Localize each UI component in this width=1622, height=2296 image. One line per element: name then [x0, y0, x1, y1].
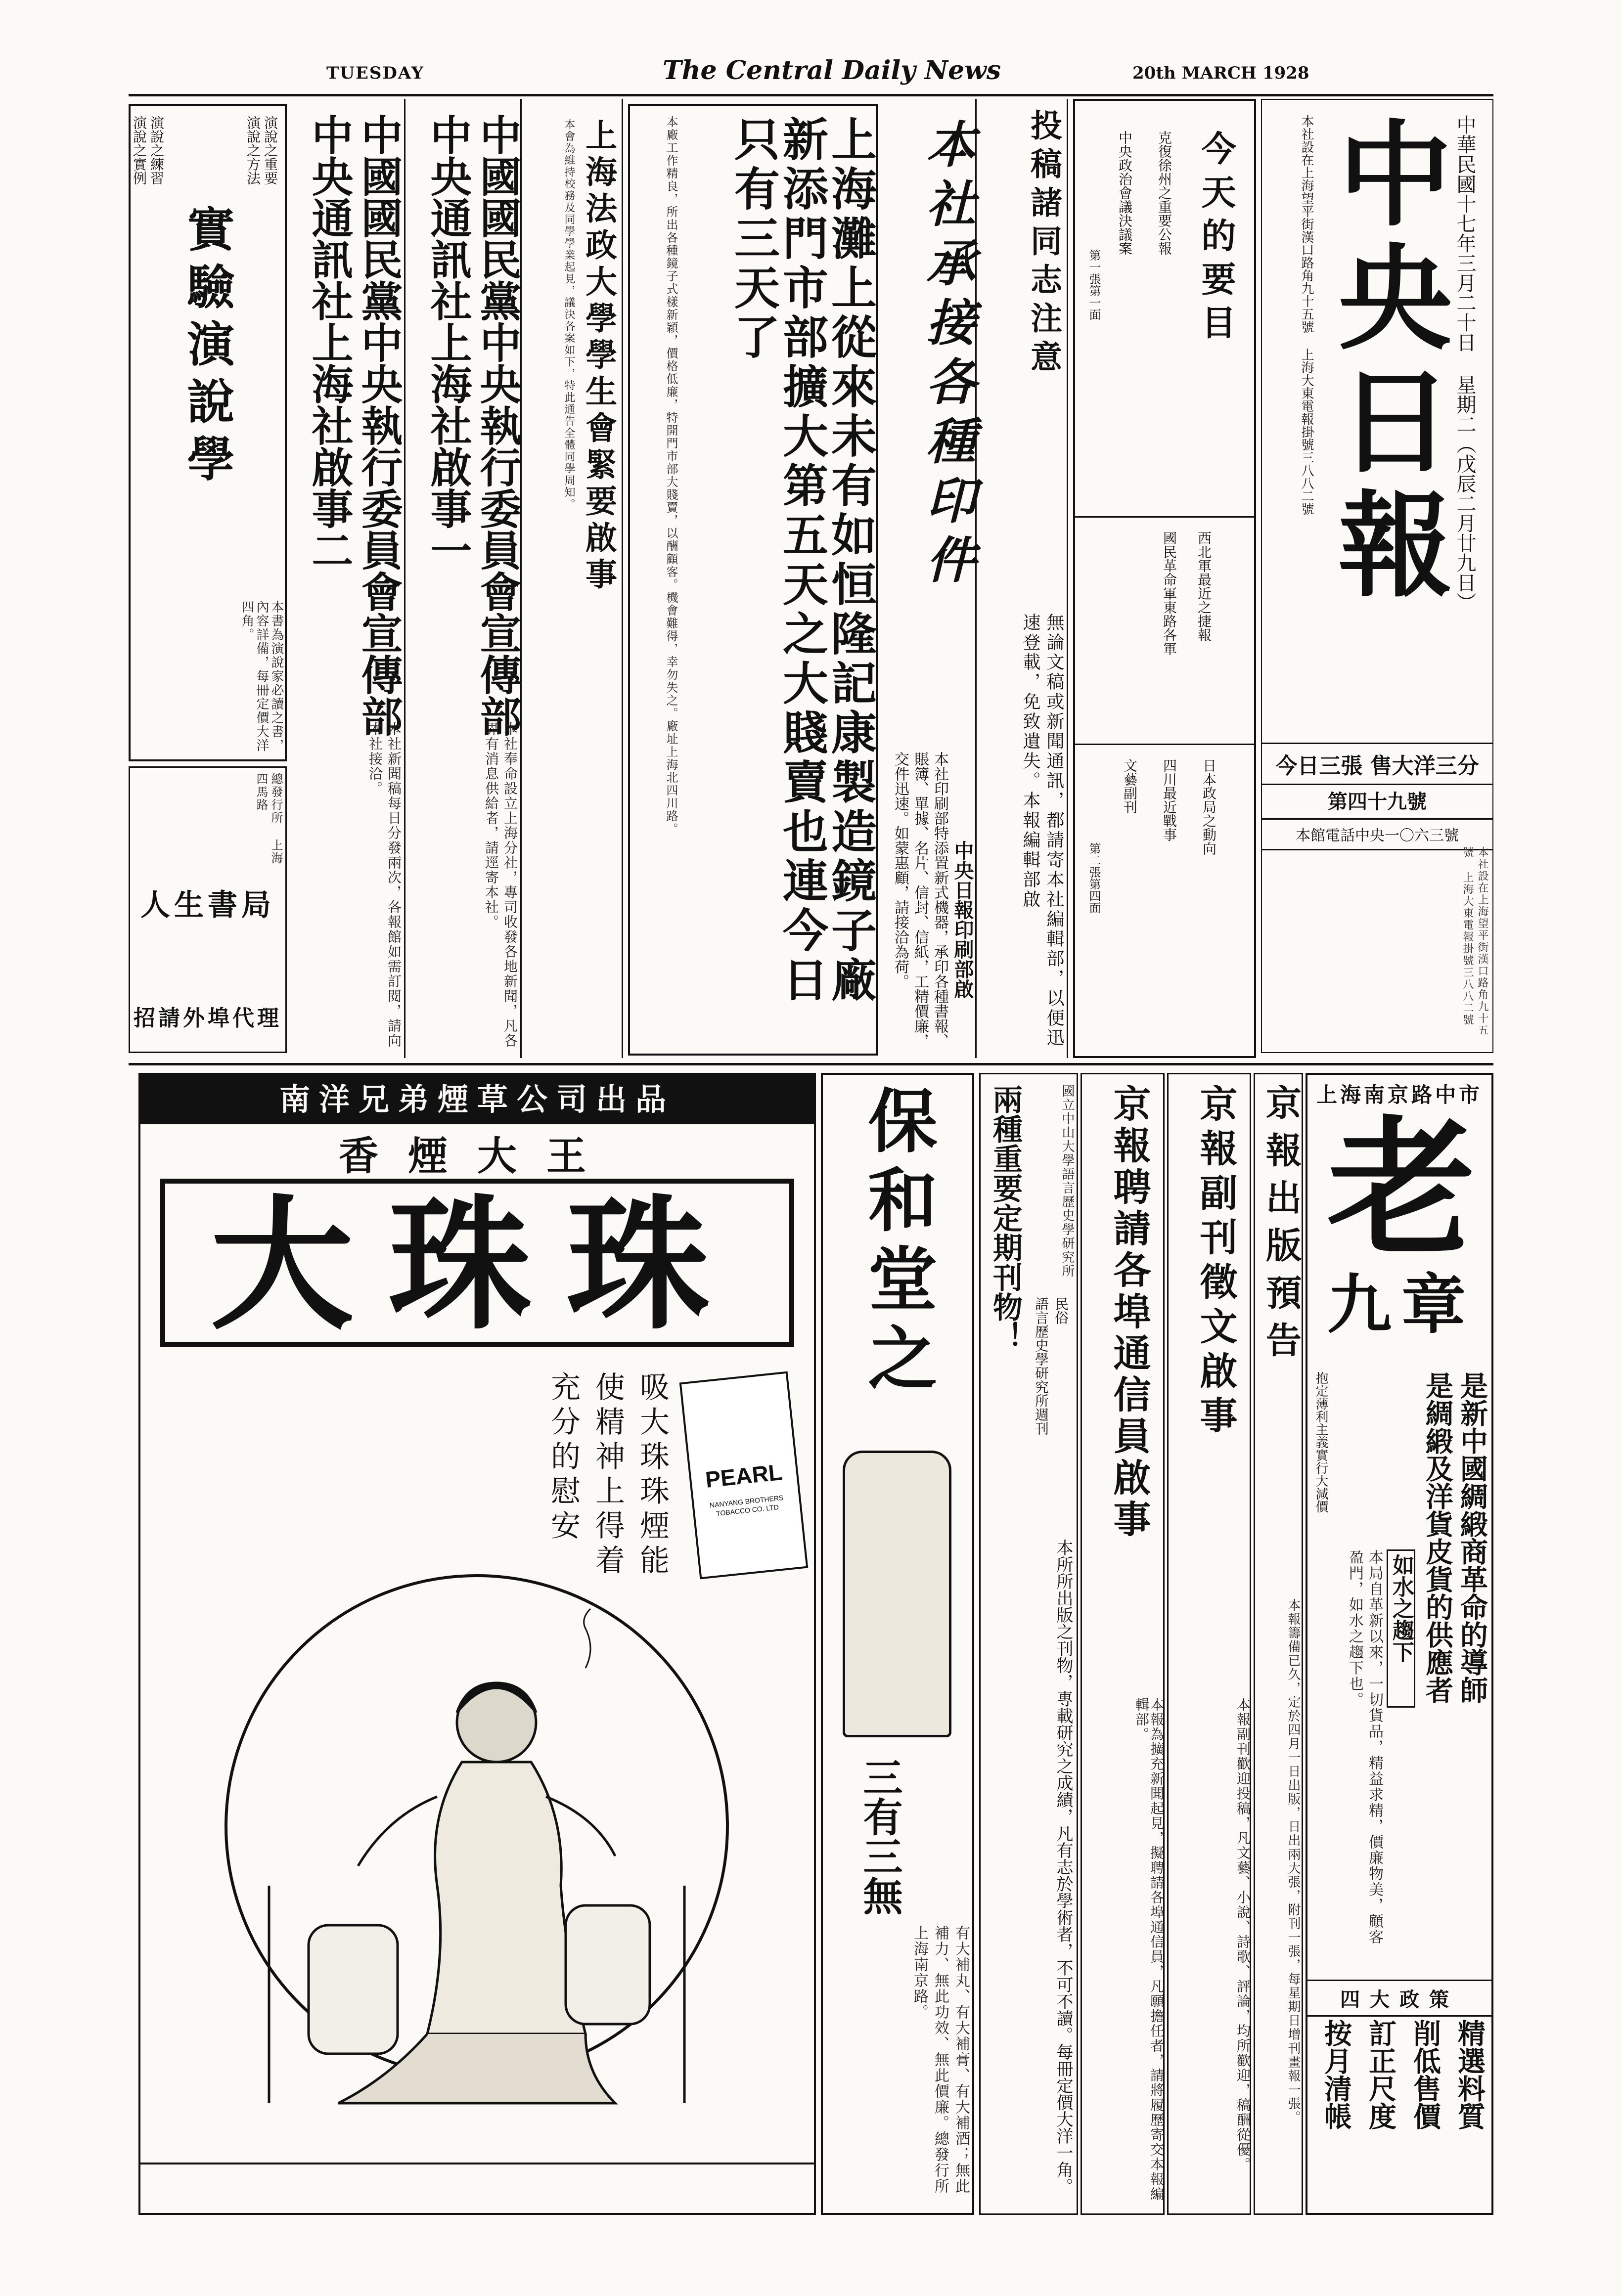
masthead — [1261, 99, 1493, 1053]
lady-illustration — [239, 1609, 714, 2153]
masthead-phone: 本館電話中央一〇六三號 — [1262, 819, 1492, 850]
ljz-side-note: 抱定薄利主義實行大減價 — [1313, 1371, 1328, 1513]
academic-body: 本所所出版之刊物，專載研究之成績，凡有志於學術者，不可不讀。每冊定價大洋一角。 — [1053, 1539, 1073, 2195]
mirror-factory-ad — [628, 104, 878, 1056]
header-date: 20th MARCH 1928 — [1132, 63, 1309, 83]
party-1-subtitle: 中央通訊社上海社啟事一 — [424, 114, 473, 571]
index-title: 今天的要目 — [1196, 131, 1237, 348]
index-item: 中央政治會議決議案 — [1117, 131, 1133, 255]
ljz-name-rest: 九章 — [1327, 1267, 1476, 1342]
contributors-body: 無論文稿或新聞通訊，都請寄本社編輯部，以便迅速登載，免致遺失。本報編輯部啟 — [1020, 613, 1064, 1048]
academic-title: 兩種重要定期刊物！ — [988, 1084, 1023, 1351]
masthead-title: 中央日報 — [1319, 115, 1452, 609]
academic-item: 民俗 — [1053, 1297, 1069, 1325]
index-divider — [1075, 744, 1254, 745]
masthead-price: 今日三張 售大洋三分 — [1262, 743, 1492, 785]
fold-rule — [129, 1063, 1493, 1065]
masthead-issue: 第四十九號 — [1262, 782, 1492, 820]
lecture-body: 本書為演說家必讀之書，內容詳備，每冊定價大洋四角。 — [239, 600, 284, 752]
header-paper-name: The Central Daily News — [663, 55, 1001, 86]
baohetang-ad — [821, 1073, 974, 2215]
printing-body: 本社印刷部特添置新式機器，承印各種書報、賬簿、單據、名片、信封、信紙，工精價廉，交件迅速。如蒙惠顧，請接洽為荷。 — [892, 751, 948, 1048]
lecture-point: 演說之實例 — [131, 116, 147, 185]
contributors-title: 投稿諸同志注意 — [1025, 109, 1062, 379]
lecture-point: 演說之方法 — [245, 116, 261, 185]
cigarette-pack-label: PEARL — [704, 1458, 784, 1493]
jingbao-pub-title: 京報出版預告 — [1260, 1084, 1302, 1369]
printing-footer: 中央日報印刷部啟 — [951, 840, 974, 999]
jingbao-corr-title: 京報聘請各埠通信員啟事 — [1107, 1084, 1151, 1541]
cigarette-slogan: 香煙大王 — [339, 1133, 616, 1179]
baohetang-sub: 三有三無 — [856, 1757, 903, 1915]
mirror-title: 上海灘上從來未有如恒隆記康製造鏡子廠新添門市部擴大第五天之大賤賣也連今日只有三天了 — [727, 116, 877, 1006]
header-rule — [129, 94, 1493, 96]
cigarette-ad — [138, 1073, 816, 2215]
masthead-rates — [1267, 846, 1489, 1044]
law-school-body: 本會為維持校務及同學學業起見，議決各案如下，特此通告全體同學周知。 — [563, 119, 575, 510]
ljz-name-big: 老 — [1327, 1101, 1476, 1276]
bookstore-name: 人生書局 — [140, 888, 275, 923]
ljz-policy: 削低售價 — [1409, 2019, 1442, 2130]
bookstore-ad — [129, 766, 287, 1053]
party-2-body: 本社新聞稿每日分發兩次，各報館如需訂閱，請向本社接洽。 — [367, 722, 402, 1048]
printing-ad — [885, 99, 977, 1058]
index-page-ref: 第二張第四面 — [1087, 842, 1101, 914]
lecture-ad — [129, 104, 287, 761]
masthead-rates-text: 本社設在上海望平街漢口路角九十五號 上海大東電報掛號三八八二號 — [1461, 846, 1488, 1036]
index-item: 文藝副刊 — [1122, 758, 1138, 814]
cigarette-brand-name: 大珠珠 — [160, 1179, 794, 1347]
baohetang-title: 保和堂之 — [856, 1085, 938, 1401]
academic-header: 國立中山大學語言歷史學研究所 — [1060, 1084, 1075, 1278]
contributors-notice — [979, 99, 1068, 1058]
index-item: 四川最近戰事 — [1161, 758, 1177, 841]
ljz-policy-title: 四大政策 — [1307, 1980, 1491, 2017]
academic-ad — [979, 1073, 1078, 2215]
ljz-policy: 精選料質 — [1453, 2019, 1486, 2130]
index-item: 國民革命軍東路各軍 — [1161, 531, 1177, 656]
ljz-policy: 按月清帳 — [1320, 2019, 1352, 2130]
cigarette-pack — [679, 1371, 809, 1580]
masthead-date: 中華民國十七年三月二十日 星期二（戊辰二月廿九日） — [1453, 115, 1476, 612]
law-school-title: 上海法政大學學生會緊要啟事 — [580, 119, 617, 594]
laojiuzhang-ad — [1306, 1073, 1493, 2215]
bookstore-note: 總發行所 上海四馬路 — [254, 773, 283, 865]
cigarette-pack-sub: NANYANG BROTHERS TOBACCO CO. LTD — [709, 1493, 784, 1518]
ljz-policy: 訂正尺度 — [1364, 2019, 1397, 2130]
bookstore-side: 招請外埠代理 — [134, 1006, 282, 1031]
index-item: 日本政局之動向 — [1201, 758, 1217, 855]
jingbao-supplement — [1167, 1073, 1251, 2215]
index-item: 西北軍最近之捷報 — [1196, 531, 1212, 642]
printing-title: 本社承接各種印件 — [918, 119, 976, 593]
ljz-tagline-2: 是綢緞及洋貨皮貨的供應者 — [1421, 1371, 1454, 1704]
cigarette-brand-top: 南洋兄弟煙草公司出品 — [140, 1075, 814, 1124]
index-page-ref: 第一張第一面 — [1087, 249, 1101, 320]
lecture-title: 實驗演說學 — [180, 205, 235, 491]
index-box — [1073, 99, 1256, 1058]
party-notice-2 — [292, 99, 406, 1058]
cigarette-copy: 吸大珠珠煙能使精神上得着充分的慰安 — [546, 1371, 670, 1579]
ljz-tagline-1: 是新中國綢緞商革命的導師 — [1456, 1371, 1488, 1704]
jingbao-publication — [1254, 1073, 1303, 2215]
party-1-title: 中國國民黨中央執行委員會宣傳部 — [473, 114, 522, 737]
academic-item: 語言歷史學研究所週刊 — [1033, 1297, 1049, 1435]
index-divider — [1075, 516, 1254, 518]
party-1-body: 本社奉命設立上海分社，專司收發各地新聞，凡各界有消息供給者，請逕寄本社。 — [483, 722, 518, 1048]
masthead-address: 本社設在上海望平街漢口路角九十五號 上海大東電報掛號三八八二號 — [1299, 115, 1314, 515]
mirror-body: 本廠工作精良，所出各種鏡子式樣新穎，價格低廉，特開門市部大賤賣，以酬顧客。機會難得，幸勿失之。廠址上海北四川路。 — [664, 116, 678, 836]
jingbao-correspondents — [1081, 1073, 1165, 2215]
party-2-subtitle: 中央通訊社上海社啟事二 — [305, 114, 354, 571]
ljz-river-title: 如水之趨下 — [1387, 1549, 1415, 1708]
lecture-point: 演說之練習 — [148, 116, 165, 185]
ljz-location: 上海南京路中市 — [1316, 1083, 1483, 1107]
cigarette-ad-bottom-band — [140, 2163, 814, 2212]
jingbao-supp-title: 京報副刊徵文啟事 — [1194, 1084, 1238, 1440]
baohetang-bottle — [843, 1451, 951, 1737]
party-notice-1 — [406, 99, 522, 1058]
header-day: TUESDAY — [326, 63, 424, 83]
baohetang-body: 有大補丸、有大補膏、有大補酒；無此補力、無此功效、無此價廉。總發行所上海南京路。 — [911, 1925, 970, 2194]
jingbao-pub-body: 本報籌備已久，定於四月一日出版，日出兩大張，附刊一張，每星期日增刊畫報一張。 — [1286, 1598, 1301, 2124]
jingbao-corr-body: 本報為擴充新聞起見，擬聘請各埠通信員，凡願擔任者，請將履歷寄交本報編輯部。 — [1133, 1697, 1165, 2202]
ljz-river-body: 本局自革新以來，一切貨品，精益求精，價廉物美，顧客盈門，如水之趨下也。 — [1346, 1549, 1383, 1945]
party-2-title: 中國國民黨中央執行委員會宣傳部 — [355, 114, 404, 737]
lecture-point: 演說之重要 — [262, 116, 278, 185]
index-item: 克復徐州之重要公報 — [1156, 131, 1172, 255]
law-school-notice — [524, 99, 623, 1058]
jingbao-supp-body: 本報副刊歡迎投稿，凡文藝、小說、詩歌、評論，均所歡迎，稿酬從優。 — [1235, 1697, 1251, 2172]
